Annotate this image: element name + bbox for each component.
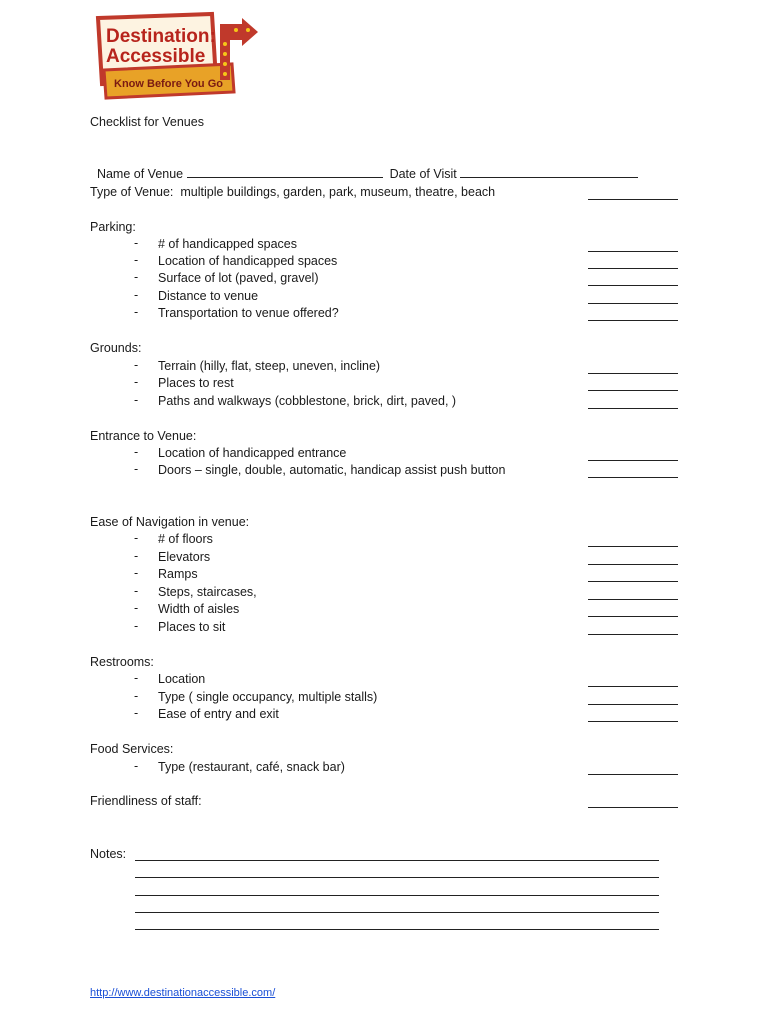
parking-blank[interactable]	[588, 285, 678, 286]
navigation-blank[interactable]	[588, 564, 678, 565]
parking-blank[interactable]	[588, 303, 678, 304]
navigation-item: Steps, staircases,	[158, 585, 257, 599]
navigation-blank[interactable]	[588, 616, 678, 617]
restrooms-item: Location	[158, 672, 206, 686]
grounds-blank[interactable]	[588, 408, 678, 409]
type-of-venue-label: Type of Venue: multiple buildings, garden, park, museum, theatre, beach	[90, 185, 496, 199]
bullet-dash: -	[134, 531, 139, 545]
entrance-item: Location of handicapped entrance	[158, 446, 347, 460]
bullet-dash: -	[134, 288, 139, 302]
notes-line[interactable]	[135, 860, 659, 861]
navigation-item: Ramps	[158, 567, 198, 581]
bullet-dash: -	[134, 601, 139, 615]
bullet-dash: -	[134, 375, 139, 389]
parking-item: Surface of lot (paved, gravel)	[158, 271, 319, 285]
bullet-dash: -	[134, 253, 139, 267]
parking-blank[interactable]	[588, 251, 678, 252]
section-title-food: Food Services:	[90, 742, 174, 756]
bullet-dash: -	[134, 236, 139, 250]
grounds-item: Places to rest	[158, 376, 234, 390]
logo-line2: Accessible	[106, 46, 206, 67]
bullet-dash: -	[134, 393, 139, 407]
parking-item: Distance to venue	[158, 289, 259, 303]
bullet-dash: -	[134, 305, 139, 319]
navigation-item: Width of aisles	[158, 602, 240, 616]
page-title: Checklist for Venues	[90, 115, 204, 129]
bullet-dash: -	[134, 445, 139, 459]
bullet-dash: -	[134, 759, 139, 773]
grounds-blank[interactable]	[588, 373, 678, 374]
parking-item: Location of handicapped spaces	[158, 254, 338, 268]
section-title-navigation: Ease of Navigation in venue:	[90, 515, 250, 529]
bullet-dash: -	[134, 566, 139, 580]
friendliness-blank[interactable]	[588, 807, 678, 808]
footer-website-link[interactable]: http://www.destinationaccessible.com/	[90, 987, 276, 999]
navigation-blank[interactable]	[588, 546, 678, 547]
venue-name-label: Name of Venue	[96, 167, 184, 181]
restrooms-item: Type ( single occupancy, multiple stalls)	[158, 690, 378, 704]
section-title-parking: Parking:	[90, 220, 136, 234]
entrance-item: Doors – single, double, automatic, handicap assist push button	[158, 463, 506, 477]
navigation-blank[interactable]	[588, 599, 678, 600]
notes-line[interactable]	[135, 895, 659, 896]
parking-item: Transportation to venue offered?	[158, 306, 339, 320]
parking-blank[interactable]	[588, 268, 678, 269]
bullet-dash: -	[134, 706, 139, 720]
entrance-blank[interactable]	[588, 460, 678, 461]
friendliness-label: Friendliness of staff:	[90, 794, 202, 808]
bullet-dash: -	[134, 549, 139, 563]
navigation-item: Places to sit	[158, 620, 226, 634]
visit-date-label: Date of Visit	[389, 167, 457, 181]
restrooms-blank[interactable]	[588, 704, 678, 705]
bullet-dash: -	[134, 462, 139, 476]
grounds-item: Paths and walkways (cobblestone, brick, dirt, paved, )	[158, 394, 457, 408]
grounds-blank[interactable]	[588, 390, 678, 391]
notes-line[interactable]	[135, 912, 659, 913]
restrooms-blank[interactable]	[588, 686, 678, 687]
parking-item: # of handicapped spaces	[158, 237, 297, 251]
venue-name-field[interactable]	[90, 149, 638, 183]
bullet-dash: -	[134, 270, 139, 284]
logo-line1: Destination:	[106, 26, 216, 47]
navigation-item: Elevators	[158, 550, 211, 564]
navigation-blank[interactable]	[588, 581, 678, 582]
bullet-dash: -	[134, 358, 139, 372]
type-of-venue-blank[interactable]	[588, 199, 678, 200]
entrance-blank[interactable]	[588, 477, 678, 478]
bullet-dash: -	[134, 584, 139, 598]
venue-name-blank[interactable]	[187, 167, 383, 178]
section-title-grounds: Grounds:	[90, 341, 142, 355]
food-blank[interactable]	[588, 774, 678, 775]
restrooms-blank[interactable]	[588, 721, 678, 722]
notes-label: Notes:	[90, 847, 127, 861]
navigation-item: # of floors	[158, 532, 213, 546]
bullet-dash: -	[134, 671, 139, 685]
parking-blank[interactable]	[588, 320, 678, 321]
section-title-restrooms: Restrooms:	[90, 655, 154, 669]
bullet-dash: -	[134, 619, 139, 633]
visit-date-blank[interactable]	[460, 167, 638, 178]
destination-accessible-logo	[92, 10, 262, 100]
restrooms-item: Ease of entry and exit	[158, 707, 279, 721]
grounds-item: Terrain (hilly, flat, steep, uneven, incline)	[158, 359, 381, 373]
navigation-blank[interactable]	[588, 634, 678, 635]
food-item: Type (restaurant, café, snack bar)	[158, 760, 345, 774]
notes-line[interactable]	[135, 877, 659, 878]
section-title-entrance: Entrance to Venue:	[90, 429, 197, 443]
bullet-dash: -	[134, 689, 139, 703]
notes-line[interactable]	[135, 929, 659, 930]
logo-tagline: Know Before You Go	[114, 78, 223, 90]
